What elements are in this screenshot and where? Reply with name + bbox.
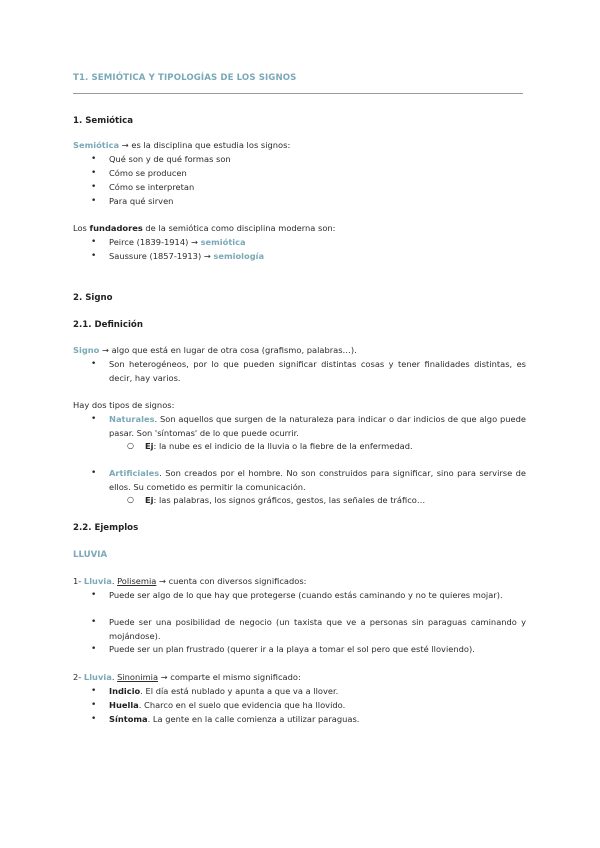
founders-intro: Los fundadores de la semiótica como disciplina moderna son: [73,223,336,233]
list-item: • Para qué sirven [91,195,526,209]
bullet-icon: • [91,251,97,261]
list-item-peirce: • Peirce (1839-1914) → semiótica [91,236,526,250]
signo-definition: Signo → algo que está en lugar de otra cosa (grafismo, palabras…). [73,345,357,355]
list-item-saussure: • Saussure (1857-1913) → semiología [91,250,526,264]
bullet-icon: • [91,644,97,654]
document-title: T1. SEMIÓTICA Y TIPOLOGÍAS DE LOS SIGNOS [73,73,297,83]
list-item: • Puede ser un plan frustrado (querer ir a la playa a tomar el sol pero que esté lloviendo). [91,643,526,657]
bullet-icon: • [91,617,97,627]
list-item: • Son heterogéneos, por lo que pueden significar distintas cosas y tener finalidades distintas, es decir, hay varios. [91,359,526,383]
subsection-heading-definicion: 2.1. Definición [73,320,143,330]
example-naturales: ○ Ej: la nube es el indicio de la lluvia o la fiebre de la enfermedad. [127,441,413,451]
bullet-icon: • [91,182,97,192]
list-item: • Puede ser una posibilidad de negocio (un taxista que ve a personas sin paraguas caminando y mojándose). [91,617,526,641]
bullet-icon: • [91,237,97,247]
types-intro: Hay dos tipos de signos: [73,400,175,410]
list-item: • Cómo se interpretan [91,181,526,195]
lluvia-heading: LLUVIA [73,550,108,560]
circle-bullet-icon: ○ [127,495,134,504]
list-item-indicio: • Indicio. El día está nublado y apunta a que va a llover. [91,685,526,699]
bullet-icon: • [91,700,97,710]
section-heading-signo: 2. Signo [73,293,113,303]
bullet-icon: • [91,414,97,424]
list-item-sintoma: • Síntoma. La gente en la calle comienza a utilizar paraguas. [91,713,526,727]
list-item: • Cómo se producen [91,167,526,181]
section-heading-semiotica: 1. Semiótica [73,116,134,126]
example-1-polisemia: 1- Lluvia. Polisemia → cuenta con diversos significados: [73,576,307,586]
bullet-icon: • [91,468,97,478]
bullet-icon: • [91,168,97,178]
term-signo: Signo [73,345,100,355]
circle-bullet-icon: ○ [127,441,134,450]
list-item-naturales: • Naturales. Son aquellos que surgen de la naturaleza para indicar o dar indicios de que algo puede pasar. Son 'síntomas' de lo que puede ocurrir. [91,414,526,438]
term-semiotica: Semiótica [73,140,120,150]
bullet-icon: • [91,196,97,206]
list-item-huella: • Huella. Charco en el suelo que evidencia que ha llovido. [91,699,526,713]
bullet-icon: • [91,359,97,369]
bullet-icon: • [91,686,97,696]
bullet-icon: • [91,590,97,600]
example-artificiales: ○ Ej: las palabras, los signos gráficos, gestos, las señales de tráfico… [127,495,426,505]
bullet-icon: • [91,714,97,724]
list-item: • Puede ser algo de lo que hay que protegerse (cuando estás caminando y no te quieres mojar). [91,589,526,603]
subsection-heading-ejemplos: 2.2. Ejemplos [73,523,139,533]
example-2-sinonimia: 2- Lluvia. Sinonimia → comparte el mismo significado: [73,672,301,682]
list-item: • Qué son y de qué formas son [91,153,526,167]
definition-text: → es la disciplina que estudia los signos: [119,140,291,150]
list-item-artificiales: • Artificiales. Son creados por el hombre. No son construidos para significar, sino para servirse de ellos. Su cometido es permitir la comunicación. [91,468,526,492]
semiotica-definition [73,139,290,153]
bullet-icon: • [91,154,97,164]
title-divider [73,93,523,94]
